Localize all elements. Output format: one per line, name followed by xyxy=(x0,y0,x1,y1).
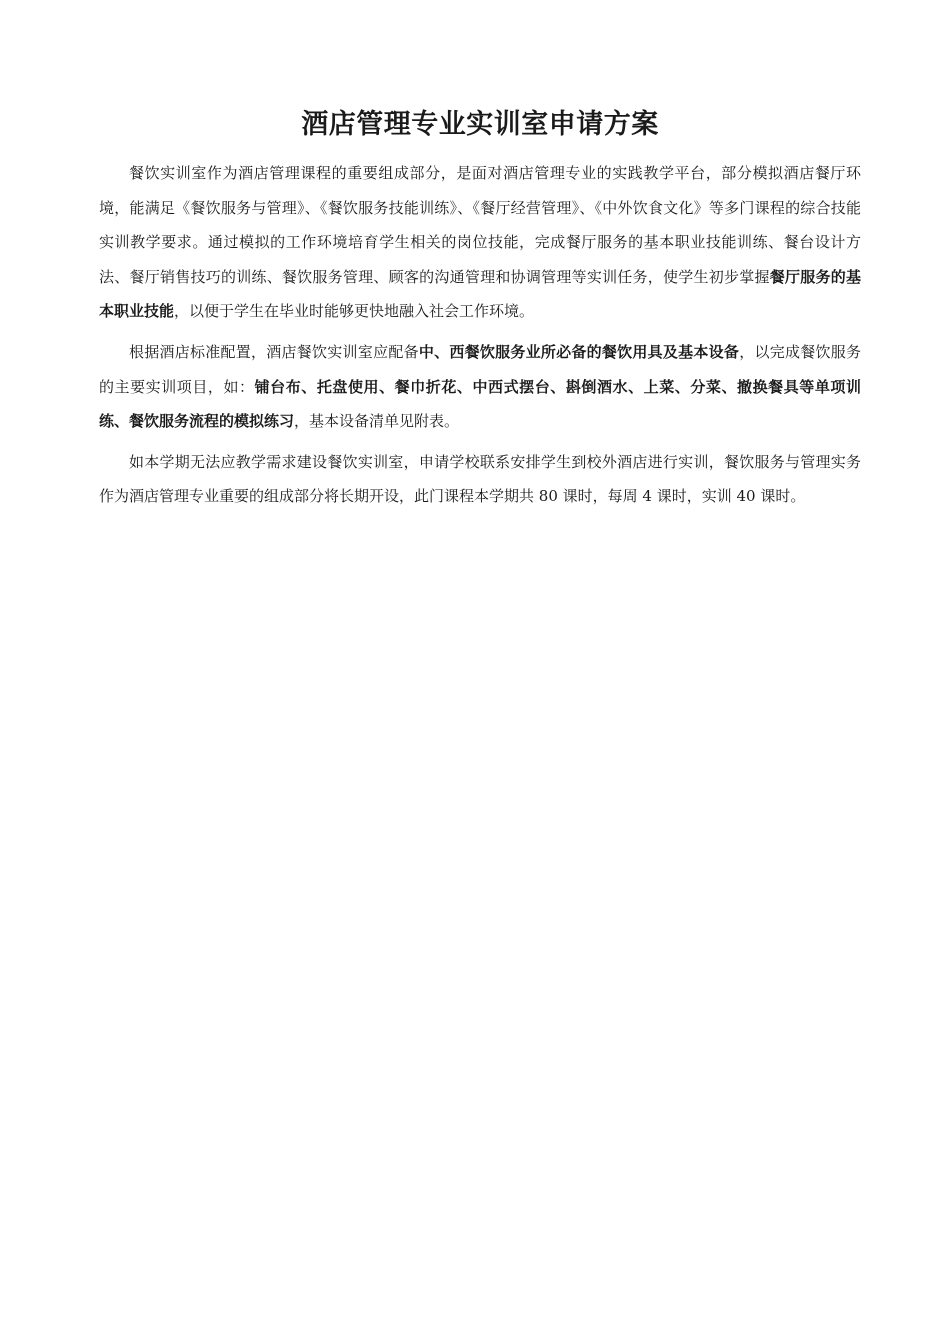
paragraph-text: 如本学期无法应教学需求建设餐饮实训室，申请学校联系安排学生到校外酒店进行实训，餐饮服务与管理实务作为酒店管理专业重要的组成部分将长期开设，此门课程本学期共 80 课时，每周 4 课时，实训 40 课时。 xyxy=(99,452,861,506)
document-page xyxy=(99,100,861,520)
paragraph-3 xyxy=(99,445,861,514)
paragraph-text: ，以便于学生在毕业时能够更快地融入社会工作环境。 xyxy=(174,302,535,321)
paragraph-text: 根据酒店标准配置，酒店餐饮实训室应配备 xyxy=(129,342,419,361)
document-title: 酒店管理专业实训室申请方案 xyxy=(301,109,659,140)
paragraph-text: 餐饮实训室作为酒店管理课程的重要组成部分，是面对酒店管理专业的实践教学平台，部分模拟酒店餐厅环境，能满足《餐饮服务与管理》、《餐饮服务技能训练》、《餐厅经营管理》、《中外饮食文化》等多门课程的综合技能实训教学要求。通过模拟的工作环境培育学生相关的岗位技能，完成餐厅服务的基本职业技能训练、餐台设计方法、餐厅销售技巧的训练、餐饮服务管理、顾客的沟通管理和协调管理等实训任务，使学生初步掌握 xyxy=(99,164,861,286)
paragraph-text: ，以完成餐饮服务的主要实训项目，如： xyxy=(99,342,861,396)
paragraph-bold-text: 铺台布、托盘使用、餐巾折花、中西式摆台、斟倒酒水、上菜、分菜、撤换餐具等单项训练、餐饮服务流程的模拟练习 xyxy=(99,377,861,431)
paragraph-bold-text: 中、西餐饮服务业所必备的餐饮用具及基本设备 xyxy=(418,342,740,361)
paragraph-text: ，基本设备清单见附表。 xyxy=(294,412,460,431)
paragraph-1 xyxy=(99,156,861,329)
paragraph-2 xyxy=(99,335,861,439)
paragraph-bold-text: 餐厅服务的基本职业技能 xyxy=(99,267,861,321)
